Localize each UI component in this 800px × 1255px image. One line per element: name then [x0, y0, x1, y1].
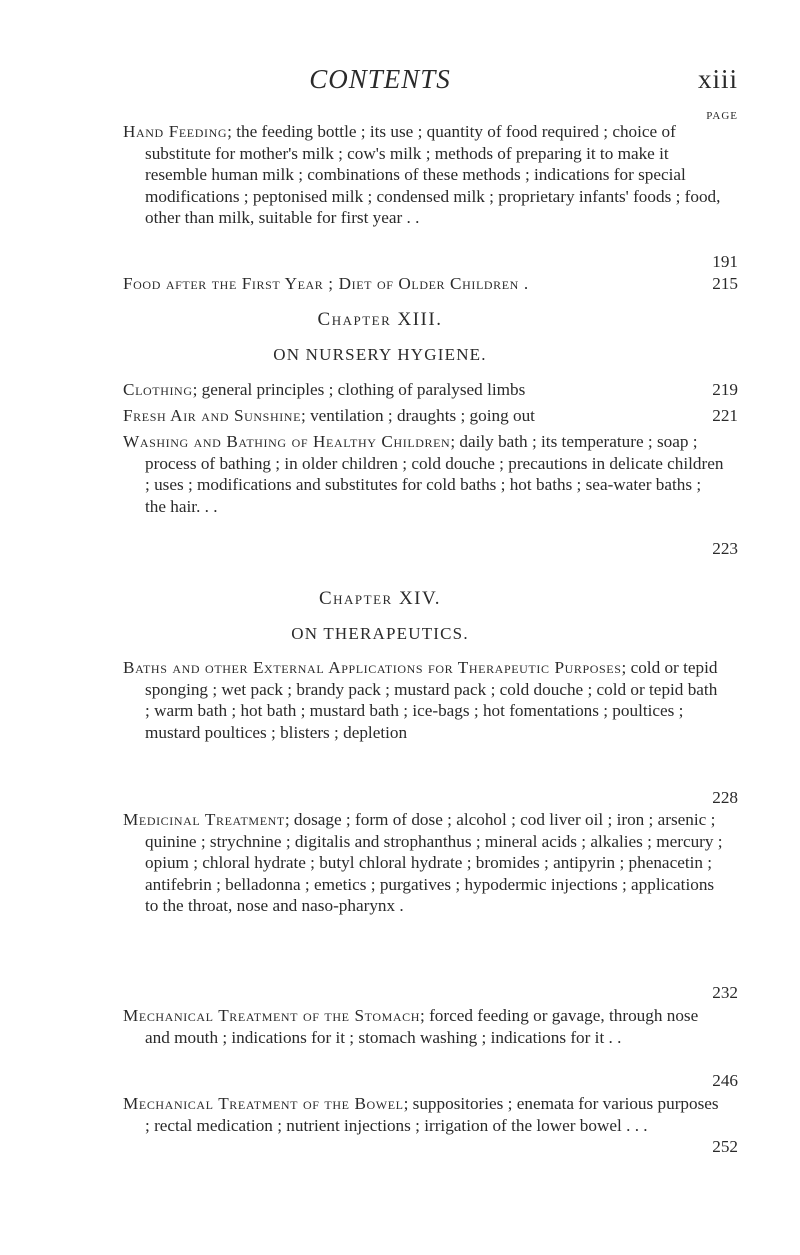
entry-heading: Medicinal Treatment: [123, 810, 285, 829]
contents-entry: [123, 1005, 725, 1048]
contents-entry: [123, 405, 725, 427]
entry-body: ; the feeding bottle ; its use ; quantity of food required ; choice of substitute for mother's milk ; cow's milk ; methods of preparing it to make it resemble human milk ; combinations of these methods ; indications for special modifications ; peptonised milk ; condensed milk ; proprietary infants' foods ; food, other than milk, suitable for first year . .: [145, 122, 721, 228]
entry-heading: Food after the First Year ; Diet of Older Children .: [123, 274, 529, 293]
entry-page-number: 232: [712, 983, 738, 1002]
entry-body: ; general principles ; clothing of paralysed limbs: [192, 380, 526, 399]
contents-entry: [123, 1093, 725, 1136]
chapter-title: ON THERAPEUTICS.: [291, 624, 469, 643]
entry-page-number: 223: [712, 539, 738, 558]
entry-heading: Hand Feeding: [123, 122, 228, 141]
contents-entry: [123, 273, 725, 295]
entry-heading: Mechanical Treatment of the Bowel: [123, 1094, 404, 1113]
chapter-title: ON NURSERY HYGIENE.: [273, 345, 487, 364]
chapter-number: Chapter XIII.: [317, 309, 443, 330]
entry-page-number: 221: [712, 406, 738, 425]
page-column-label: PAGE: [706, 110, 738, 122]
entry-body: ; daily bath ; its temperature ; soap ; process of bathing ; in older children ; cold douche ; precautions in delicate children ; uses ; modifications and substitutes for cold baths ; hot baths ; sea-water baths ; the hair. . .: [145, 432, 724, 516]
entry-heading: Clothing: [123, 380, 193, 399]
entry-heading: Baths and other External Applications for Therapeutic Purposes: [123, 658, 622, 677]
entry-page-number: 246: [712, 1071, 738, 1090]
contents-entry: [123, 379, 725, 401]
entry-heading: Washing and Bathing of Healthy Children: [123, 432, 451, 451]
contents-entry: [123, 431, 725, 517]
entry-heading: Fresh Air and Sunshine: [123, 406, 302, 425]
contents-entry: [123, 121, 725, 229]
entry-page-number: 228: [712, 788, 738, 807]
entry-body: ; suppositories ; enemata for various purposes ; rectal medication ; nutrient injections ; irrigation of the lower bowel . . .: [145, 1094, 719, 1135]
folio-number: xiii: [697, 64, 738, 94]
page-title: CONTENTS: [309, 64, 451, 94]
chapter-number: Chapter XIV.: [318, 588, 442, 609]
entry-body: ; cold or tepid sponging ; wet pack ; brandy pack ; mustard pack ; cold douche ; cold or tepid bath ; warm bath ; hot bath ; mustard bath ; ice-bags ; hot fomentations ; poultices ; mustard poultices ; blisters ; depletion: [145, 658, 718, 742]
entry-page-number: 219: [712, 380, 738, 399]
contents-entry: [123, 657, 725, 743]
entry-page-number: 215: [712, 274, 738, 293]
entry-page-number: 252: [712, 1137, 738, 1156]
entry-body: ; forced feeding or gavage, through nose and mouth ; indications for it ; stomach washing ; indications for it . .: [145, 1006, 699, 1047]
contents-entry: [123, 809, 725, 917]
entry-heading: Mechanical Treatment of the Stomach: [123, 1006, 420, 1025]
entry-page-number: 191: [712, 252, 738, 271]
entry-body: ; dosage ; form of dose ; alcohol ; cod liver oil ; iron ; arsenic ; quinine ; strychnine ; digitalis and strophanthus ; mineral acids ; alkalies ; mercury ; opium ; chloral hydrate ; butyl chloral hydrate ; bromides ; antipyrin ; phenacetin ; antifebrin ; belladonna ; emetics ; purgatives ; hypodermic injections ; applications to the throat, nose and naso-pharynx .: [145, 810, 723, 916]
entry-body: ; ventilation ; draughts ; going out: [301, 406, 535, 425]
running-head: [0, 64, 800, 98]
